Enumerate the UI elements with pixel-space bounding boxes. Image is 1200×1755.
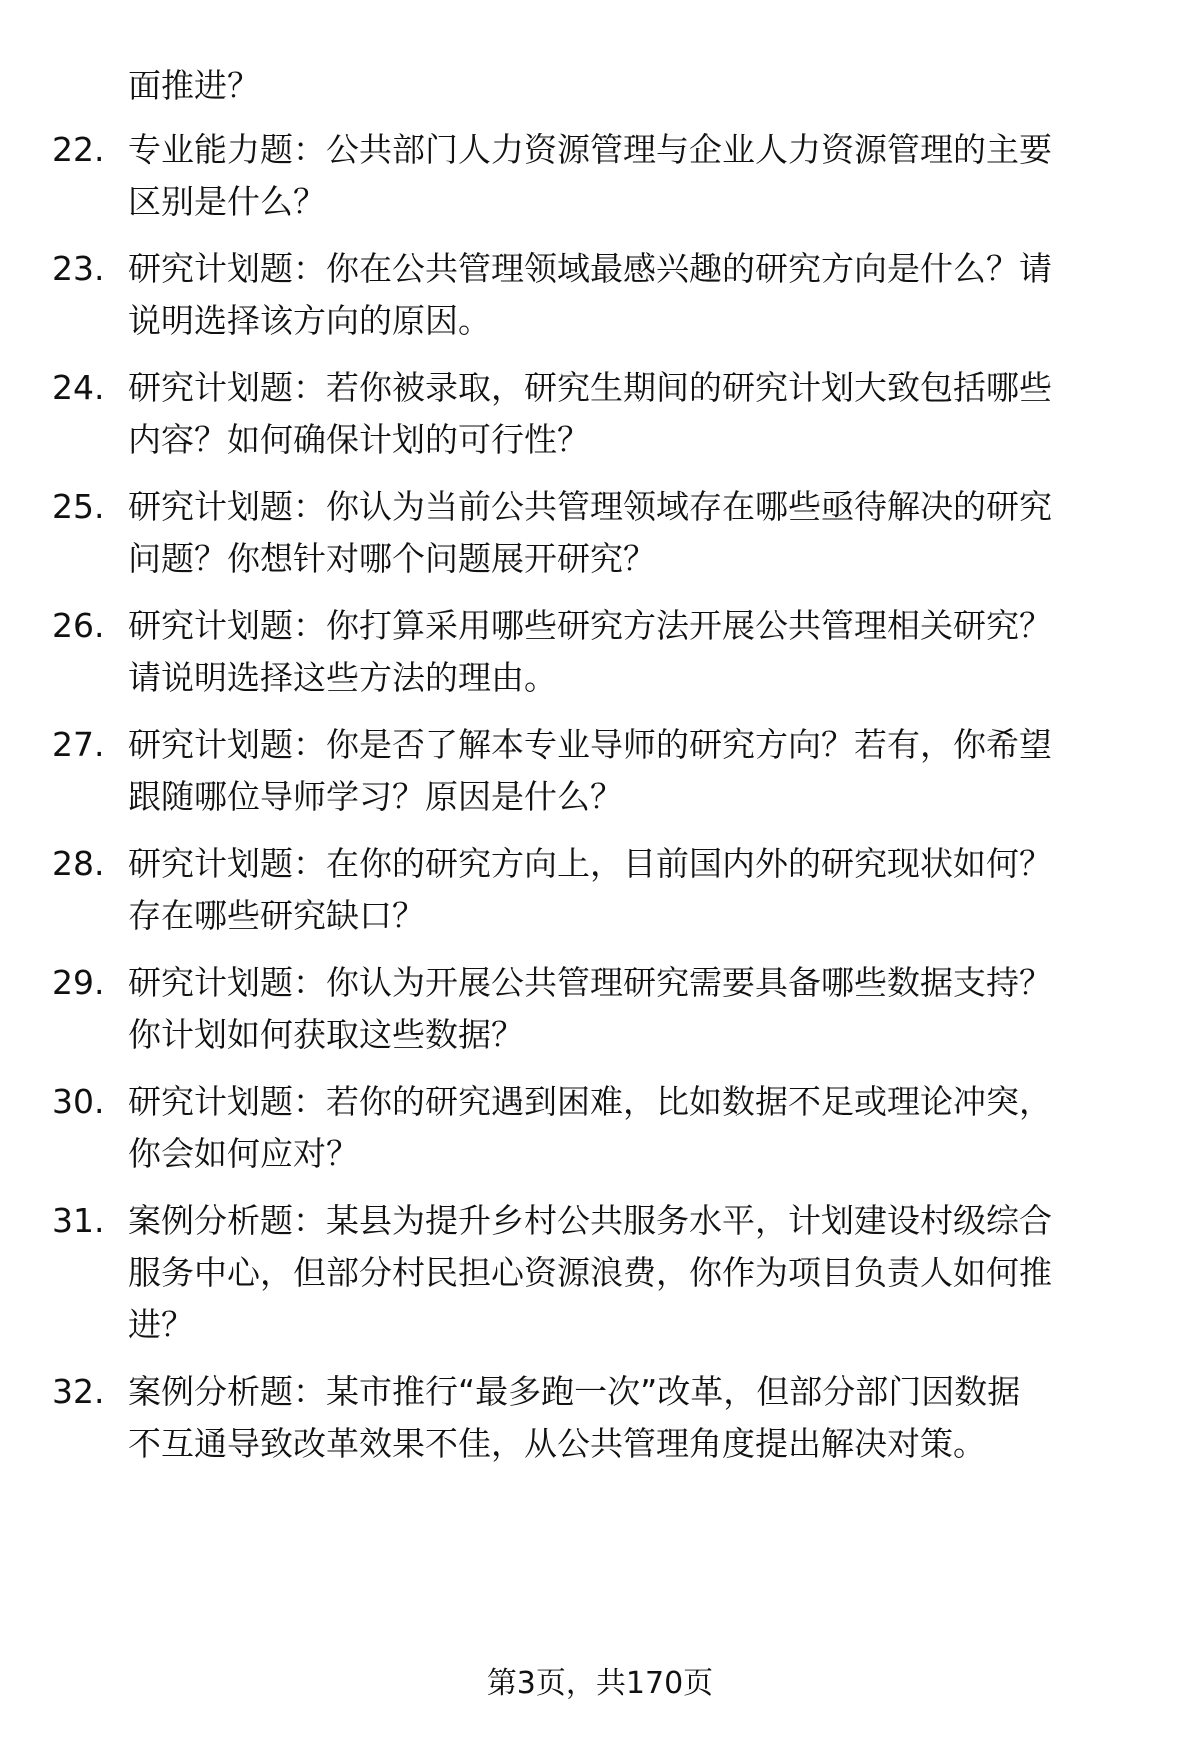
question-number: 30. [52,1082,105,1121]
question-line: 跟随哪位导师学习？原因是什么？ [128,777,623,816]
question-number: 29. [52,963,105,1002]
question-line: 研究计划题：若你的研究遇到困难，比如数据不足或理论冲突， [128,1082,1052,1121]
question-text [128,124,1148,228]
question-text [128,957,1148,1061]
question-line: 案例分析题：某县为提升乡村公共服务水平，计划建设村级综合 [128,1201,1052,1240]
question-line: 你会如何应对？ [128,1134,359,1173]
question-text [128,243,1148,347]
question-number: 26. [52,606,105,645]
question-line: 研究计划题：你打算采用哪些研究方法开展公共管理相关研究？ [128,606,1052,645]
question-line: 案例分析题：某市推行“最多跑一次”改革，但部分部门因数据 [128,1372,1021,1411]
question-line: 研究计划题：你认为开展公共管理研究需要具备哪些数据支持？ [128,963,1052,1002]
question-text [128,1366,1148,1470]
question-line: 服务中心，但部分村民担心资源浪费，你作为项目负责人如何推 [128,1253,1052,1292]
question-text [128,481,1148,585]
question-text [128,362,1148,466]
question-text [128,1076,1148,1180]
question-line: 问题？你想针对哪个问题展开研究？ [128,539,656,578]
question-line: 说明选择该方向的原因。 [128,301,491,340]
question-line: 专业能力题：公共部门人力资源管理与企业人力资源管理的主要 [128,130,1052,169]
question-line: 请说明选择这些方法的理由。 [128,658,557,697]
question-number: 27. [52,725,105,764]
question-line: 研究计划题：你是否了解本专业导师的研究方向？若有，你希望 [128,725,1052,764]
question-text [128,1195,1148,1351]
question-number: 23. [52,249,105,288]
question-number: 28. [52,844,105,883]
question-text [128,838,1148,942]
question-line: 内容？如何确保计划的可行性？ [128,420,590,459]
question-text [128,719,1148,823]
question-line: 研究计划题：你在公共管理领域最感兴趣的研究方向是什么？请 [128,249,1052,288]
question-number: 22. [52,130,105,169]
question-number: 25. [52,487,105,526]
question-line: 不互通导致改革效果不佳，从公共管理角度提出解决对策。 [128,1424,986,1463]
question-line: 研究计划题：若你被录取，研究生期间的研究计划大致包括哪些 [128,368,1052,407]
question-line: 进？ [128,1305,194,1344]
question-number: 31. [52,1201,105,1240]
page-footer: 第3页，共170页 [486,1666,714,1701]
question-number: 32. [52,1372,105,1411]
question-line: 区别是什么？ [128,182,326,221]
continuation-text: 面推进？ [128,66,260,105]
question-number: 24. [52,368,105,407]
question-line: 研究计划题：在你的研究方向上，目前国内外的研究现状如何？ [128,844,1052,883]
question-line: 你计划如何获取这些数据？ [128,1015,524,1054]
question-line: 研究计划题：你认为当前公共管理领域存在哪些亟待解决的研究 [128,487,1052,526]
question-text [128,600,1148,704]
question-line: 存在哪些研究缺口？ [128,896,425,935]
